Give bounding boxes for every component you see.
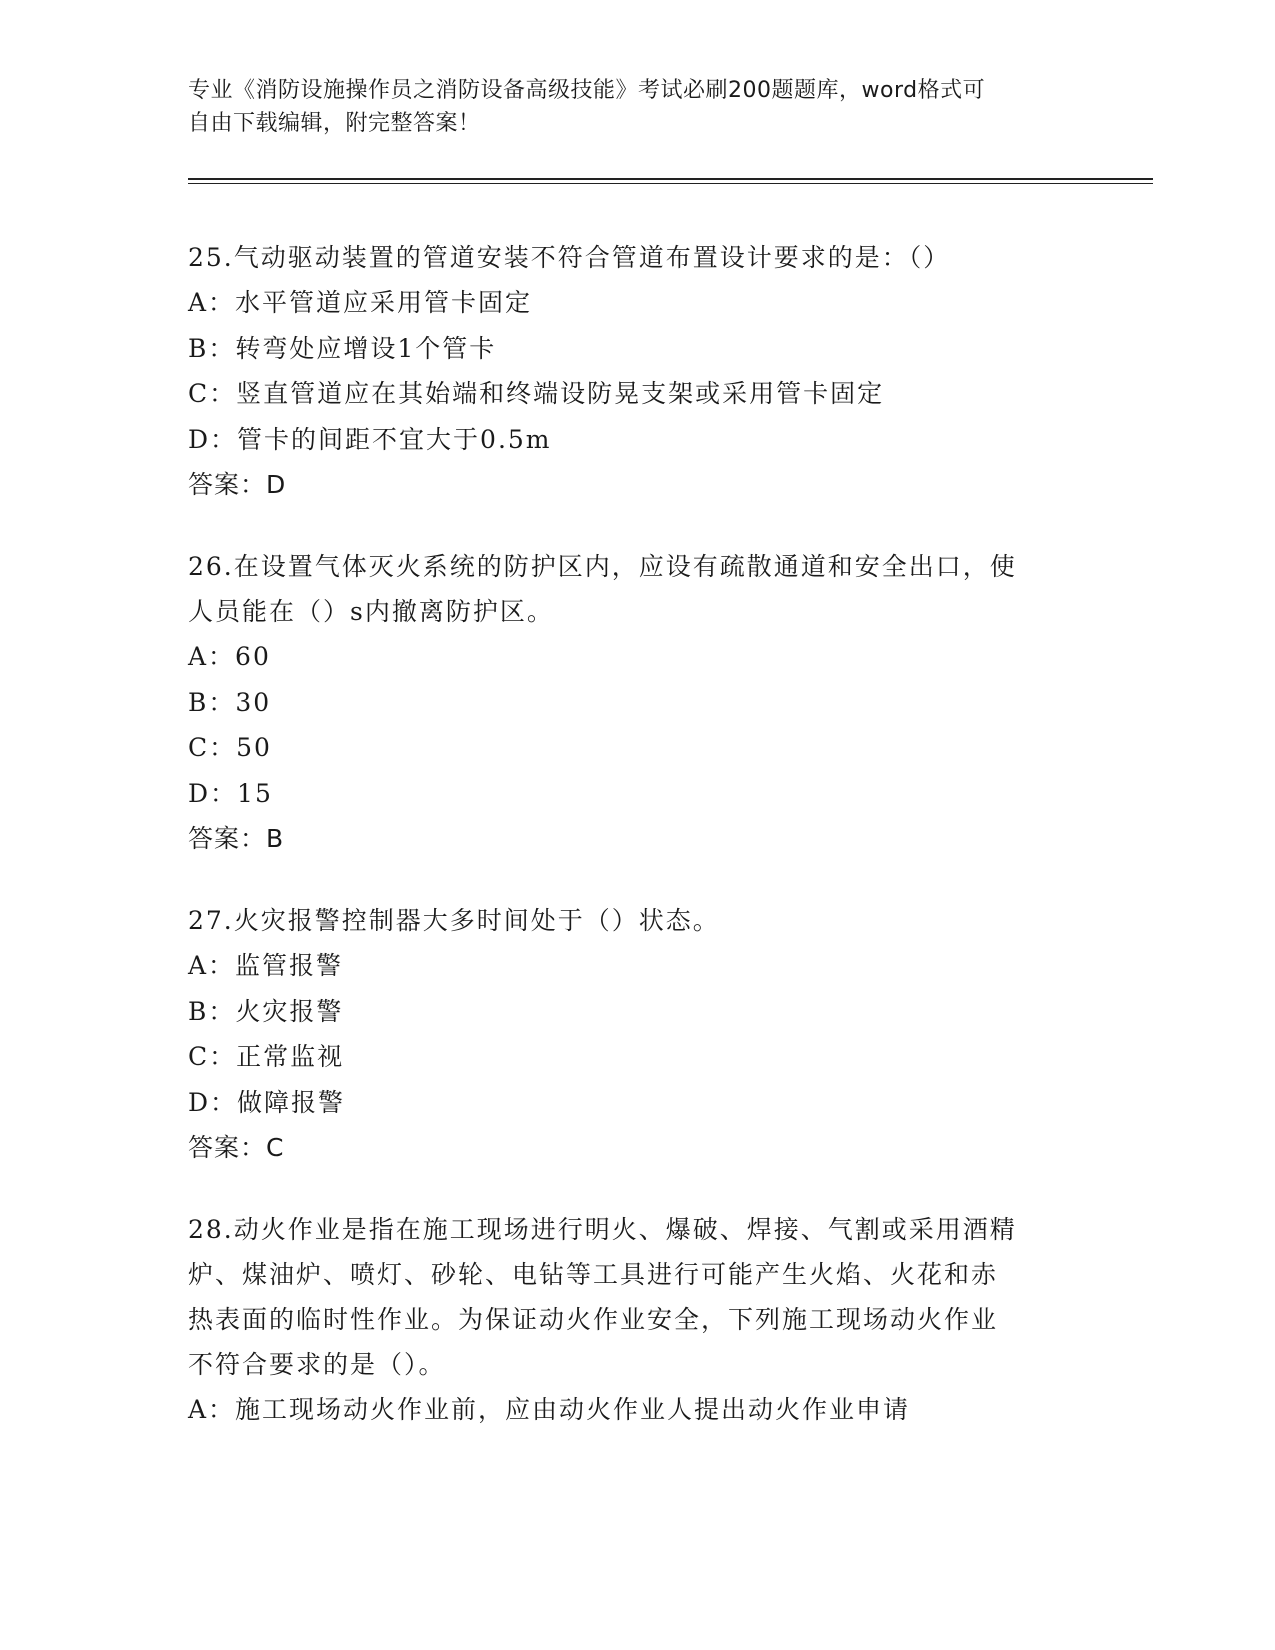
answer-line: 答案：D bbox=[188, 470, 287, 499]
option-c: C：正常监视 bbox=[188, 1042, 345, 1071]
option-a: A：监管报警 bbox=[188, 951, 344, 980]
option-b: B：30 bbox=[188, 687, 272, 717]
header-rule-thick bbox=[188, 178, 1153, 180]
question-28 bbox=[188, 1207, 1088, 1433]
document-header bbox=[188, 74, 1088, 140]
option-c: C：50 bbox=[188, 733, 272, 762]
question-stem: 26.在设置气体灭火系统的防护区内，应设有疏散通道和安全出口，使 bbox=[188, 552, 1017, 581]
option-c: C：竖直管道应在其始端和终端设防晃支架或采用管卡固定 bbox=[188, 379, 885, 408]
question-stem: 不符合要求的是（）。 bbox=[188, 1350, 446, 1379]
option-a: A：60 bbox=[188, 642, 271, 671]
question-stem: 25.气动驱动装置的管道安装不符合管道布置设计要求的是：（） bbox=[188, 243, 951, 272]
option-d: D：15 bbox=[188, 778, 273, 808]
question-26 bbox=[188, 544, 1088, 862]
option-d: D：做障报警 bbox=[188, 1087, 346, 1117]
header-line-2: 自由下载编辑，附完整答案！ bbox=[188, 111, 481, 136]
question-stem: 炉、煤油炉、喷灯、砂轮、电钻等工具进行可能产生火焰、火花和赤 bbox=[188, 1260, 999, 1289]
question-stem: 热表面的临时性作业。为保证动火作业安全，下列施工现场动火作业 bbox=[188, 1305, 999, 1334]
option-d: D：管卡的间距不宜大于0.5m bbox=[188, 424, 552, 454]
question-list bbox=[188, 235, 1088, 1469]
option-a: A：水平管道应采用管卡固定 bbox=[188, 288, 533, 317]
header-rule-thin bbox=[188, 183, 1153, 184]
option-b: B：转弯处应增设1个管卡 bbox=[188, 333, 497, 363]
question-stem: 28.动火作业是指在施工现场进行明火、爆破、焊接、气割或采用酒精 bbox=[188, 1215, 1017, 1244]
question-27 bbox=[188, 898, 1088, 1171]
header-line-1: 专业《消防设施操作员之消防设备高级技能》考试必刷200题题库，word格式可 bbox=[188, 78, 986, 103]
answer-line: 答案：C bbox=[188, 1133, 285, 1162]
question-stem: 27.火灾报警控制器大多时间处于（）状态。 bbox=[188, 906, 720, 935]
option-b: B：火灾报警 bbox=[188, 996, 344, 1026]
question-25 bbox=[188, 235, 1088, 508]
question-stem: 人员能在（）s内撤离防护区。 bbox=[188, 597, 554, 626]
answer-line: 答案：B bbox=[188, 824, 285, 853]
option-a: A：施工现场动火作业前，应由动火作业人提出动火作业申请 bbox=[188, 1395, 911, 1424]
